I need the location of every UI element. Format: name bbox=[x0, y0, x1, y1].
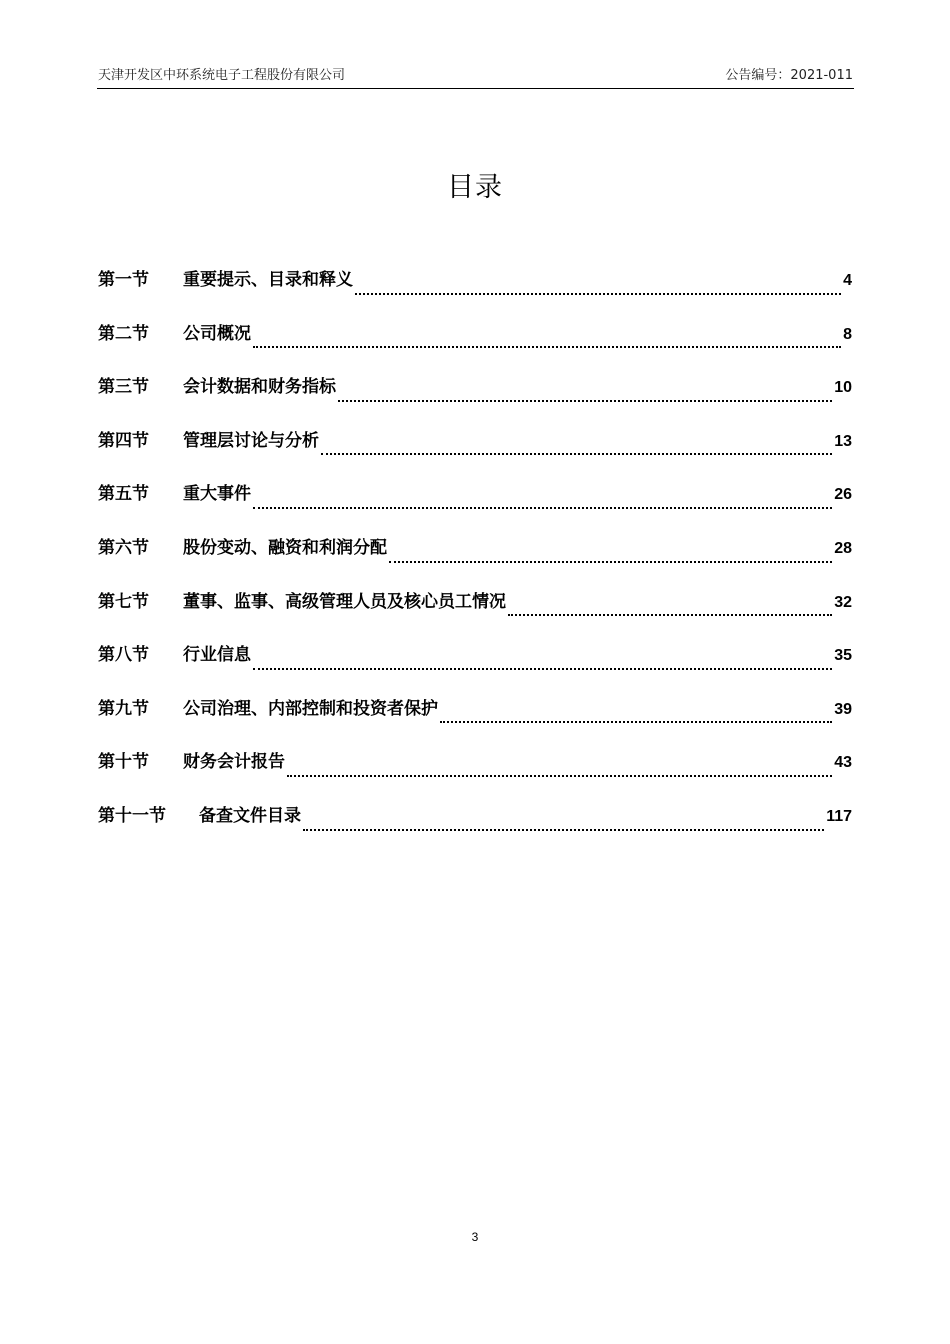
toc-section-label: 第十一节 bbox=[98, 805, 166, 826]
toc-page-number: 32 bbox=[834, 593, 852, 611]
toc-heading: 管理层讨论与分析 bbox=[183, 430, 319, 451]
toc-entry-1[interactable] bbox=[98, 264, 852, 318]
toc-dot-leader bbox=[253, 506, 832, 509]
toc-heading: 公司治理、内部控制和投资者保护 bbox=[183, 698, 438, 719]
toc-section-label: 第九节 bbox=[98, 698, 149, 719]
toc-heading: 财务会计报告 bbox=[183, 752, 285, 773]
toc-dot-leader bbox=[389, 560, 832, 563]
toc-section-label: 第三节 bbox=[98, 377, 149, 398]
toc-heading: 会计数据和财务指标 bbox=[183, 377, 336, 398]
toc-dot-leader bbox=[338, 399, 832, 402]
toc-section-label: 第一节 bbox=[98, 270, 149, 290]
toc-heading: 重要提示、目录和释义 bbox=[183, 270, 353, 290]
toc-page-number: 8 bbox=[843, 325, 852, 343]
page-header bbox=[97, 66, 854, 89]
header-company-name: 天津开发区中环系统电子工程股份有限公司 bbox=[98, 68, 346, 83]
toc-dot-leader bbox=[253, 667, 832, 670]
toc-page-number: 39 bbox=[834, 700, 852, 718]
toc-section-label: 第五节 bbox=[98, 484, 149, 505]
toc-dot-leader bbox=[440, 720, 832, 723]
toc-dot-leader bbox=[287, 774, 832, 777]
toc-heading: 重大事件 bbox=[183, 484, 251, 505]
toc-dot-leader bbox=[508, 613, 832, 616]
toc-heading: 董事、监事、高级管理人员及核心员工情况 bbox=[183, 591, 506, 612]
toc-dot-leader bbox=[303, 828, 824, 831]
toc-entry-10[interactable] bbox=[98, 746, 852, 800]
toc-entry-7[interactable] bbox=[98, 586, 852, 640]
toc-page-number: 13 bbox=[834, 432, 852, 450]
toc-entry-3[interactable] bbox=[98, 371, 852, 425]
toc-entry-6[interactable] bbox=[98, 532, 852, 586]
header-notice-number: 公告编号：2021-011 bbox=[725, 68, 853, 83]
toc-section-label: 第四节 bbox=[98, 430, 149, 451]
toc-dot-leader bbox=[321, 452, 832, 455]
toc-page-number: 4 bbox=[843, 272, 852, 289]
toc-page-number: 43 bbox=[834, 754, 852, 772]
toc-heading: 股份变动、融资和利润分配 bbox=[183, 537, 387, 558]
toc-page-number: 26 bbox=[834, 486, 852, 504]
toc-entry-8[interactable] bbox=[98, 639, 852, 693]
toc-title: 目录 bbox=[447, 172, 503, 203]
toc-section-label: 第六节 bbox=[98, 537, 149, 558]
toc-entry-4[interactable] bbox=[98, 425, 852, 479]
toc-page-number: 28 bbox=[834, 539, 852, 557]
toc-heading: 行业信息 bbox=[183, 645, 251, 666]
toc-page-number: 10 bbox=[834, 379, 852, 397]
toc-section-label: 第十节 bbox=[98, 752, 149, 773]
toc-section-label: 第七节 bbox=[98, 591, 149, 612]
page-number: 3 bbox=[471, 1230, 479, 1244]
toc-heading: 备查文件目录 bbox=[199, 805, 301, 826]
toc-entry-11[interactable] bbox=[98, 800, 852, 854]
toc-dot-leader bbox=[355, 292, 841, 295]
toc-entry-2[interactable] bbox=[98, 318, 852, 372]
toc-section-label: 第二节 bbox=[98, 323, 149, 344]
toc-entry-5[interactable] bbox=[98, 478, 852, 532]
toc-page-number: 35 bbox=[834, 647, 852, 665]
toc-dot-leader bbox=[253, 345, 841, 348]
toc-entry-9[interactable] bbox=[98, 693, 852, 747]
table-of-contents bbox=[98, 264, 852, 854]
toc-heading: 公司概况 bbox=[183, 323, 251, 344]
toc-section-label: 第八节 bbox=[98, 645, 149, 666]
toc-page-number: 117 bbox=[826, 807, 852, 825]
